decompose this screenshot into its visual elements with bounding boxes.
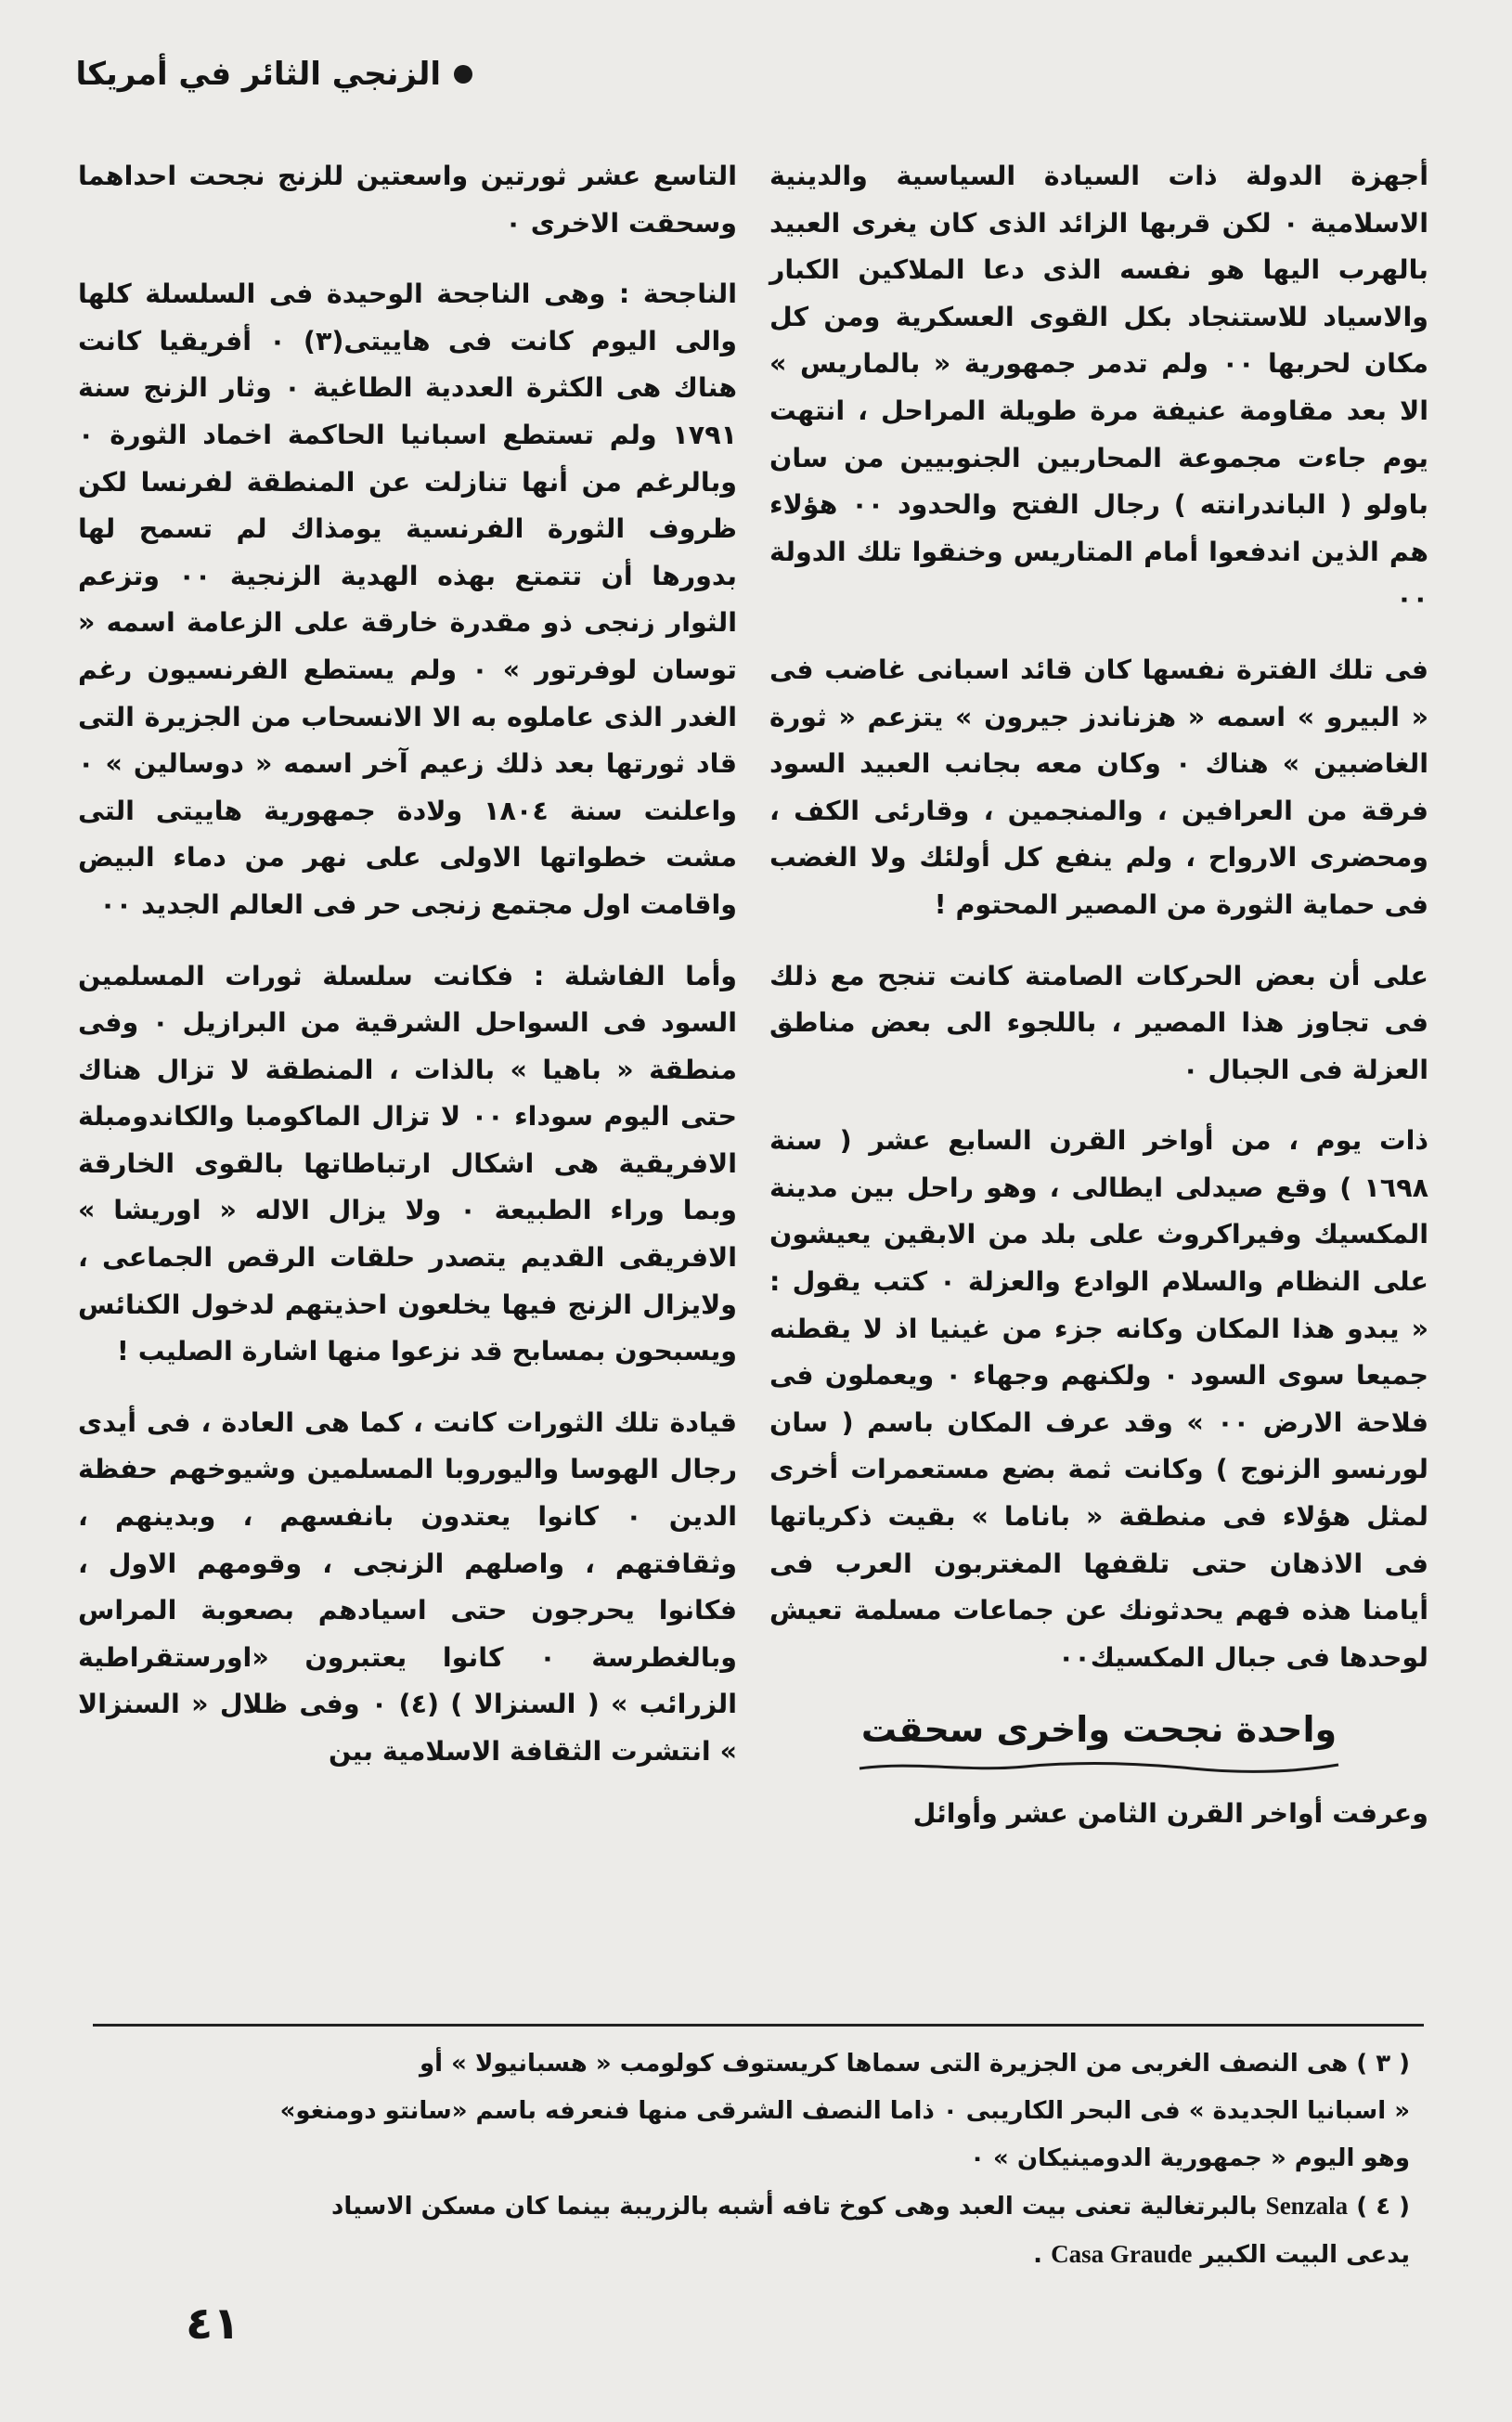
running-header-title: الزنجي الثائر في أمريكا	[75, 56, 441, 93]
right-closing-line: وعرفت أواخر القرن الثامن عشر وأوائل	[912, 1798, 1428, 1830]
footnote-4-line-1	[92, 2184, 1410, 2229]
footnote-4-term: Senzala	[1265, 2192, 1349, 2220]
page-number: ٤١	[186, 2298, 240, 2350]
footnote-4-line-2	[92, 2233, 1410, 2277]
right-column	[769, 153, 1428, 1862]
bullet-dot-icon	[454, 65, 472, 84]
running-header	[73, 56, 472, 93]
left-paragraph-3: وأما الفاشلة : فكانت سلسلة ثورات المسلمين السود فى السواحل الشرقية من البرازيل ٠ وفى منطقة « باهيا » بالذات ، المنطقة لا تزال هناك حتى اليوم سوداء ٠٠ لا تزال الماكومبا والكاندومبلة الافريقية هى اشكال ارتباطاتها بالقوى الخارقة وبما وراء الطبيعة ٠ ولا يزال الاله « اوريشا » الافريقى القديم يتصدر حلقات الرقص الجماعى ، ولايزال الزنج فيها يخلعون احذيتهم لدخول الكنائس ويسبحون بمسابح قد نزعوا منها اشارة الصليب !	[78, 960, 738, 1367]
left-paragraph-1: التاسع عشر ثورتين واسعتين للزنج نجحت احداهما وسحقت الاخرى ٠	[78, 161, 737, 239]
footnote-3-line-2: « اسبانيا الجديدة » فى البحر الكاريبى ٠ ذاما النصف الشرقى منها فنعرفه باسم «سانتو دومنغو»	[279, 2097, 1410, 2125]
right-paragraph-3: على أن بعض الحركات الصامتة كانت تنجح مع ذلك فى تجاوز هذا المصير ، باللجوء الى بعض مناطق العزلة فى الجبال ٠	[769, 960, 1428, 1085]
footnote-4-marker: ( ٤ )	[1356, 2193, 1410, 2221]
footnote-4-text: بالبرتغالية تعنى بيت العبد وهى كوخ تافه أشبه بالزريبة بينما كان مسكن الاسياد	[331, 2193, 1258, 2221]
footnote-4-end: .	[1033, 2241, 1043, 2269]
left-paragraph-2: الناجحة : وهى الناجحة الوحيدة فى السلسلة كلها والى اليوم كانت فى هاييتى(٣) ٠ أفريقيا كانت هناك هى الكثرة العددية الطاغية ٠ وثار الزنج سنة ١٧٩١ ولم تستطع اسبانيا الحاكمة اخماد الثورة ٠ وبالرغم من أنها تنازلت عن المنطقة لفرنسا لكن ظروف الثورة الفرنسية يومذاك لم تسمح لها بدورها أن تتمتع بهذه الهدية الزنجية ٠٠ وتزعم الثوار زنجى ذو مقدرة خارقة على الزعامة اسمه « توسان لوفرتور » ٠ ولم يستطع الفرنسيون رغم الغدر الذى عاملوه به الا الانسحاب من الجزيرة التى قاد ثورتها بعد ذلك زعيم آخر اسمه « دوسالين » ٠ واعلنت سنة ١٨٠٤ ولادة جمهورية هاييتى التى مشت خطواتها الاولى على نهر من دماء البيض واقامت اول مجتمع زنجى حر فى العالم الجديد ٠٠	[78, 278, 737, 920]
footnote-3-line-1: ( ٣ ) هى النصف الغربى من الجزيرة التى سماها كريستوف كولومب « هسبانيولا » أو	[419, 2050, 1410, 2078]
right-paragraph-4: ذات يوم ، من أواخر القرن السابع عشر ( سنة ١٦٩٨ ) وقع صيدلى ايطالى ، وهو راحل بين مدينة المكسيك وفيراكروث على بلد من الابقين يعيشون على النظام والسلام الوادع والعزلة ٠ كتب يقول : « يبدو هذا المكان وكانه جزء من غينيا اذ لا يقطنه جميعا سوى السود ٠ ولكنهم وجهاء ٠ ويعملون فى فلاحة الارض ٠٠ » وقد عرف المكان باسم ( سان لورنسو الزنوج ) وكانت ثمة بضع مستعمرات أخرى لمثل هؤلاء فى منطقة « باناما » بقيت ذكرياتها فى الاذهان حتى تلقفها المغتربون العرب فى أيامنا هذه فهم يحدثونك عن جماعات مسلمة تعيش لوحدها فى جبال المكسيك٠٠	[769, 1125, 1429, 1673]
left-paragraph-4: قيادة تلك الثورات كانت ، كما هى العادة ، فى أيدى رجال الهوسا واليوروبا المسلمين وشيوخهم حفظة الدين ٠ كانوا يعتدون بانفسهم ، وبدينهم ، وثقافتهم ، واصلهم الزنجى ، وقومهم الاول ، فكانوا يحرجون حتى اسيادهم بصعوبة المراس وبالغطرسة ٠ كانوا يعتبرون «اورستقراطية الزرائب » ( السنزالا ) (٤) ٠ وفى ظلال « السنزالا » انتشرت الثقافة الاسلامية بين	[78, 1406, 738, 1767]
left-column	[78, 153, 737, 1800]
right-paragraph-2: فى تلك الفترة نفسها كان قائد اسبانى غاضب فى « البيرو » اسمه « هزناندز جيرون » يتزعم « ثورة الغاضبين » هناك ٠ وكان معه بجانب العبيد السود فرقة من العرافين ، والمنجمين ، وقارئى الكف ، ومحضرى الارواح ، ولم ينفع كل أولئك ولا الغضب فى حماية الثورة من المصير المحتوم !	[769, 654, 1429, 920]
footnote-4-text-2: يدعى البيت الكبير	[1200, 2241, 1410, 2269]
section-subheading: واحدة نجحت واخرى سحقت	[860, 1709, 1338, 1751]
footnotes	[92, 2042, 1410, 2281]
footnote-4-term-2: Casa Graude	[1051, 2240, 1193, 2268]
footnote-3-line-3: وهو اليوم « جمهورية الدومينيكان » ٠	[970, 2144, 1410, 2172]
right-paragraph-1: أجهزة الدولة ذات السيادة السياسية والدينية الاسلامية ٠ لكن قربها الزائد الذى كان يغرى العبيد بالهرب اليها هو نفسه الذى دعا الملاكين الكبار والاسياد للاستنجاد بكل القوى العسكرية ومن كل مكان لحربها ٠٠ ولم تدمر جمهورية « بالماريس » الا بعد مقاومة عنيفة مرة طويلة المراحل ، انتهت يوم جاءت مجموعة المحاربين الجنوبيين من سان باولو ( الباندرانته ) رجال الفتح والحدود ٠٠ هؤلاء هم الذين اندفعوا أمام المتاريس وخنقوا تلك الدولة ٠٠	[769, 161, 1428, 615]
wavy-underline-decoration	[858, 1759, 1340, 1774]
footnote-divider	[93, 2024, 1424, 2027]
